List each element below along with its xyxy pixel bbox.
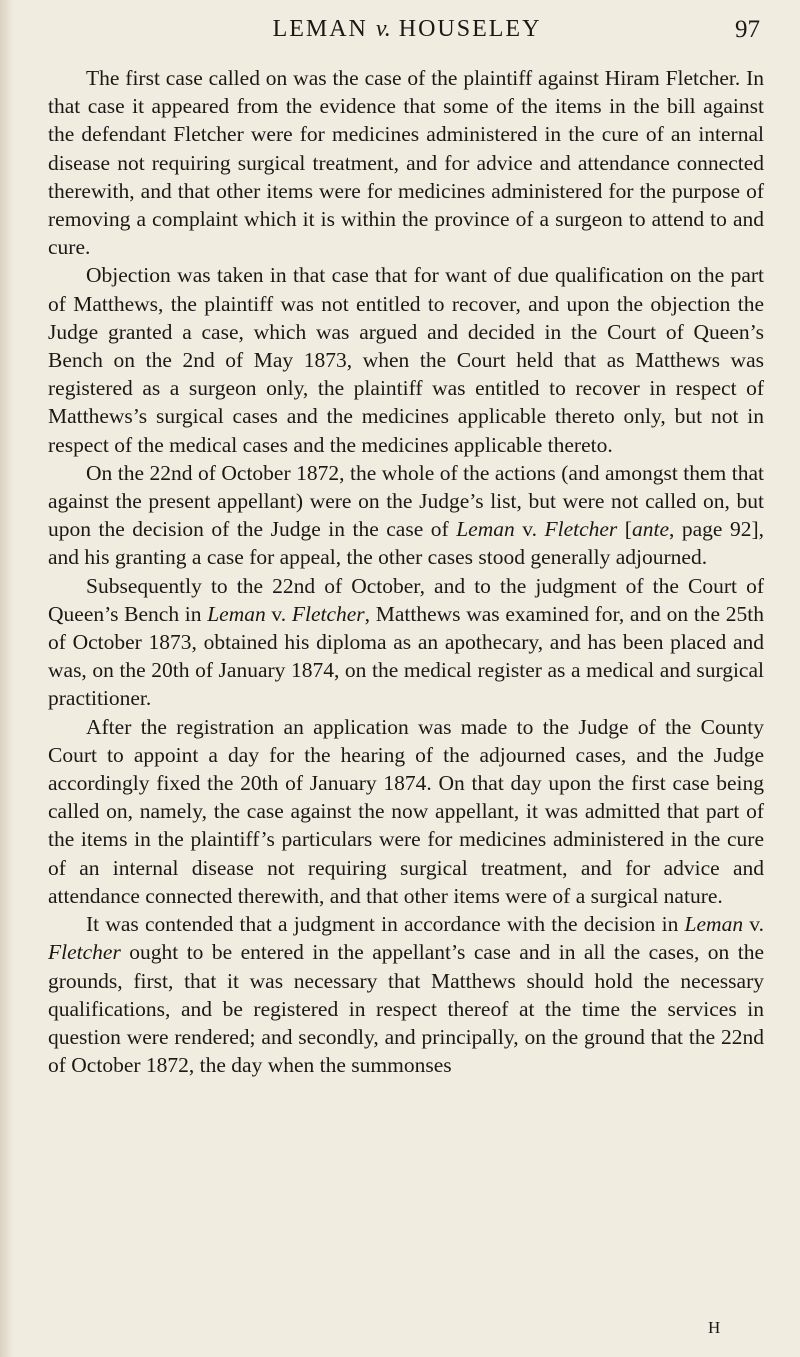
case-name-leman: Leman xyxy=(456,517,515,542)
paragraph-5: After the registration an application was made to the Judge of the County Court to appoint a day for the hearing of the adjourned cases, and the Judge accordingly fixed the 20th of January 1874. On that day upon the first case being called on, namely, the case against the now appellant, it was admitted that part of the items in the plaintiff’s particulars were for medicines administered in the cure of an internal disease not requiring surgical treatment, and for advice and attendance connected therewith, and that other items were of a surgical nature. xyxy=(48,714,764,908)
case-versus: v. xyxy=(743,912,765,937)
paragraph-3-text-a: On the 22nd of October 1872, the whole of the actions (and amongst them that against the present appellant) were on the Judge’s list, but were not called on, but upon the decision of the Judge in the case of xyxy=(48,460,764,542)
paragraph-6-text-b: ought to be entered in the appellant’s case and in all the cases, on the grounds, first, that it was necessary that Matthews should hold the necessary qualifications, and be registered in respect thereof at the time the services in question were rendered; and secondly, and principally, on the ground that the 22nd of October 1872, the day when the summonses xyxy=(48,940,764,1078)
case-name-fletcher: Fletcher xyxy=(48,940,121,965)
paragraph-3 xyxy=(48,459,764,572)
paragraph-6 xyxy=(48,910,764,1079)
paragraph-2: Objection was taken in that case that for want of due qualification on the part of Matthews, the plaintiff was not entitled to recover, and upon the objection the Judge granted a case, which was argued and decided in the Court of Queen’s Bench on the 2nd of May 1873, when the Court held that as Matthews was registered as a surgeon only, the plaintiff was entitled to recover in respect of Matthews’s surgical cases and the medicines applicable thereto only, but not in respect of the medical cases and the medicines applicable thereto. xyxy=(48,263,764,457)
case-name-fletcher: Fletcher xyxy=(291,601,365,626)
running-head-versus: v. xyxy=(375,16,391,42)
paragraph-4 xyxy=(48,572,764,713)
ante-reference: ante xyxy=(631,517,669,542)
paragraph-3-text-b: [ xyxy=(617,517,632,542)
running-head-plaintiff: LEMAN xyxy=(272,16,368,42)
body-text xyxy=(48,64,764,1079)
paragraph-1: The first case called on was the case of the plaintiff against Hiram Fletcher. In that case it appeared from the evidence that some of the items in the bill against the defendant Fletcher were for medicines administered in the cure of an internal disease not requiring surgical treatment, and for advice and attendance connected therewith, and that other items were for medicines administered for the purpose of removing a complaint which it is within the province of a surgeon to attend to and cure. xyxy=(48,66,764,260)
case-name-fletcher: Fletcher xyxy=(544,517,618,542)
running-head-defendant: HOUSELEY xyxy=(398,16,542,42)
paragraph-3-text-c: , page 92], and his granting a case for appeal, the other cases stood generally adjourned. xyxy=(48,517,765,570)
case-versus: v. xyxy=(514,517,545,542)
running-head xyxy=(54,10,760,54)
paragraph-4-text-a: Subsequently to the 22nd of October, and to the judgment of the Court of Queen’s Bench in xyxy=(48,573,764,626)
signature-mark: H xyxy=(708,1318,722,1337)
case-name-leman: Leman xyxy=(207,601,266,626)
case-versus: v. xyxy=(265,601,292,626)
page-number: 97 xyxy=(735,16,760,43)
case-name-leman: Leman xyxy=(684,912,744,937)
running-head-title xyxy=(54,16,760,43)
page-gutter-shadow xyxy=(0,0,14,1357)
paragraph-4-text-b: , Matthews was examined for, and on the 25th of October 1873, obtained his diploma as an apothecary, and has been placed and was, on the 20th of January 1874, on the medical register as a medical and surgical practitioner. xyxy=(48,601,765,711)
paragraph-6-text-a: It was contended that a judgment in accordance with the decision in xyxy=(86,912,685,937)
